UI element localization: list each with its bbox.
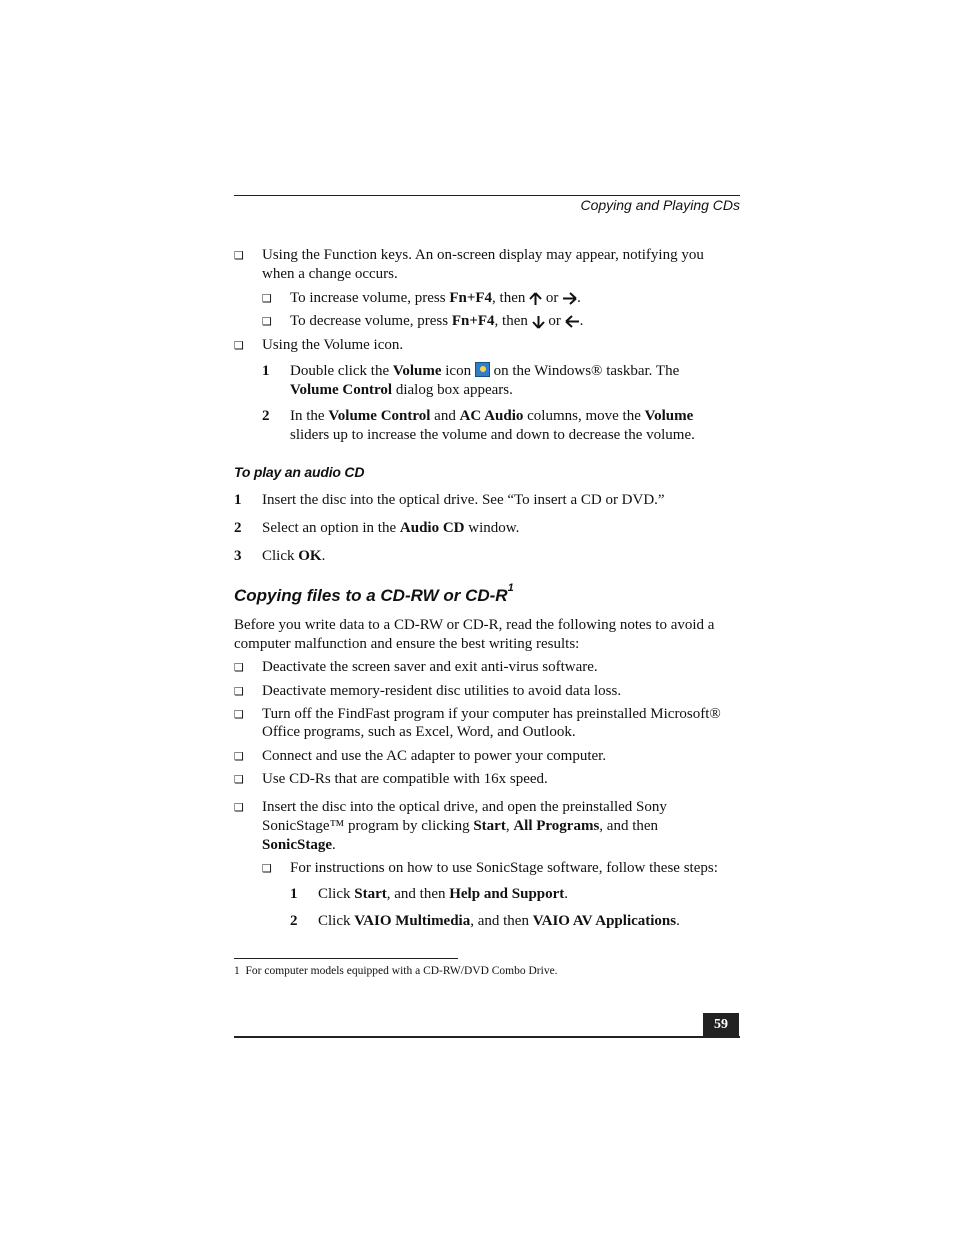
volume-control-label: Volume Control bbox=[290, 382, 393, 398]
step-number: 3 bbox=[234, 548, 242, 564]
step-number: 2 bbox=[234, 520, 242, 536]
bullet-icon: ❑ bbox=[234, 685, 244, 698]
text: SonicStage™ program by clicking bbox=[262, 818, 474, 834]
insert-line3 bbox=[262, 836, 336, 855]
volume-step2-line2: sliders up to increase the volume and down to decrease the volume. bbox=[290, 427, 695, 443]
text: Double click the bbox=[290, 363, 393, 379]
vaio-av-applications-label: VAIO AV Applications bbox=[532, 913, 677, 929]
bullet-icon: ❑ bbox=[234, 249, 244, 262]
decrease-prefix: To decrease volume, press bbox=[290, 313, 452, 329]
step-number: 2 bbox=[290, 913, 298, 929]
copy-intro-line1: Before you write data to a CD-RW or CD-R, read the following notes to avoid a bbox=[234, 617, 715, 633]
decrease-or: or bbox=[544, 313, 565, 329]
volume-label: Volume bbox=[644, 408, 694, 424]
note-item: Turn off the FindFast program if your computer has preinstalled Microsoft® bbox=[262, 706, 721, 722]
text: , and then bbox=[599, 818, 659, 834]
text: , and then bbox=[386, 886, 450, 902]
bullet-icon: ❑ bbox=[262, 862, 272, 875]
text: on the Windows® taskbar. The bbox=[489, 363, 680, 379]
footnote-ref: 1 bbox=[507, 582, 514, 594]
bullet-icon: ❑ bbox=[234, 750, 244, 763]
insert-line2 bbox=[262, 817, 658, 836]
step-number: 1 bbox=[262, 363, 270, 379]
play-step2 bbox=[262, 519, 519, 538]
decrease-end: . bbox=[579, 313, 584, 329]
ok-label: OK bbox=[298, 548, 322, 564]
text: and bbox=[430, 408, 460, 424]
text: dialog box appears. bbox=[392, 382, 513, 398]
text: , bbox=[505, 818, 514, 834]
volume-label: Volume bbox=[392, 363, 442, 379]
text: Select an option in the bbox=[262, 520, 400, 536]
copy-intro-line2: computer malfunction and ensure the best writing results: bbox=[234, 636, 580, 652]
insert-line1: Insert the disc into the optical drive, and open the preinstalled Sony bbox=[262, 799, 667, 815]
section-heading-text: Copying files to a CD-RW or CD-R bbox=[234, 586, 508, 605]
increase-keys: Fn+F4 bbox=[449, 290, 493, 306]
bullet-icon: ❑ bbox=[234, 661, 244, 674]
volume-control-label: Volume Control bbox=[328, 408, 431, 424]
bullet-icon: ❑ bbox=[234, 801, 244, 814]
footnote-number: 1 bbox=[234, 965, 240, 977]
page-number: 59 bbox=[703, 1013, 739, 1036]
help-support-label: Help and Support bbox=[449, 886, 565, 902]
play-step1: Insert the disc into the optical drive. See “To insert a CD or DVD.” bbox=[262, 492, 665, 508]
footnote-rule bbox=[234, 958, 458, 959]
text: Click bbox=[318, 886, 355, 902]
text: , and then bbox=[470, 913, 533, 929]
volume-step1-line1 bbox=[290, 362, 679, 381]
text: window. bbox=[464, 520, 520, 536]
ac-audio-label: AC Audio bbox=[459, 408, 524, 424]
note-item: Use CD-Rs that are compatible with 16x speed. bbox=[262, 771, 548, 787]
bullet-icon: ❑ bbox=[234, 339, 244, 352]
bullet-icon: ❑ bbox=[262, 315, 272, 328]
decrease-keys: Fn+F4 bbox=[451, 313, 495, 329]
start-label: Start bbox=[473, 818, 506, 834]
section-heading bbox=[234, 582, 514, 607]
increase-volume-item bbox=[290, 289, 581, 308]
increase-or: or bbox=[542, 290, 563, 306]
bullet-icon: ❑ bbox=[234, 708, 244, 721]
text: . bbox=[564, 886, 569, 902]
text: . bbox=[332, 837, 336, 853]
sub-step1 bbox=[318, 885, 568, 904]
arrow-down-icon bbox=[532, 315, 545, 329]
increase-prefix: To increase volume, press bbox=[290, 290, 450, 306]
increase-mid: , then bbox=[492, 290, 530, 306]
sonicstage-label: SonicStage bbox=[262, 837, 333, 853]
header-rule bbox=[234, 195, 740, 196]
volume-step1-line2 bbox=[290, 381, 513, 400]
text: Click bbox=[262, 548, 299, 564]
function-keys-line1: Using the Function keys. An on-screen display may appear, notifying you bbox=[262, 247, 704, 263]
step-number: 1 bbox=[290, 886, 298, 902]
volume-icon-intro: Using the Volume icon. bbox=[262, 337, 404, 353]
volume-taskbar-icon bbox=[475, 362, 490, 377]
all-programs-label: All Programs bbox=[513, 818, 600, 834]
note-item: Connect and use the AC adapter to power your computer. bbox=[262, 748, 607, 764]
increase-end: . bbox=[577, 290, 581, 306]
footnote-text: For computer models equipped with a CD-RW/DVD Combo Drive. bbox=[245, 965, 558, 977]
step-number: 1 bbox=[234, 492, 242, 508]
text: columns, move the bbox=[523, 408, 645, 424]
note-item: Deactivate memory-resident disc utilities to avoid data loss. bbox=[262, 683, 622, 699]
step-number: 2 bbox=[262, 408, 270, 424]
play-step3 bbox=[262, 547, 325, 566]
instructions-line: For instructions on how to use SonicStage software, follow these steps: bbox=[290, 860, 718, 876]
vaio-multimedia-label: VAIO Multimedia bbox=[354, 913, 471, 929]
footer-rule bbox=[234, 1036, 740, 1038]
running-head: Copying and Playing CDs bbox=[580, 197, 740, 213]
sub-step2 bbox=[318, 912, 680, 931]
decrease-volume-item bbox=[290, 312, 583, 331]
text: icon bbox=[441, 363, 475, 379]
footnote bbox=[234, 962, 558, 981]
text: In the bbox=[290, 408, 329, 424]
note-item-continued: Office programs, such as Excel, Word, and Outlook. bbox=[262, 724, 576, 740]
audio-cd-label: Audio CD bbox=[399, 520, 465, 536]
bullet-icon: ❑ bbox=[234, 773, 244, 786]
text: . bbox=[676, 913, 680, 929]
decrease-mid: , then bbox=[494, 313, 532, 329]
arrow-left-icon bbox=[565, 315, 580, 328]
arrow-right-icon bbox=[562, 292, 577, 305]
start-label: Start bbox=[354, 886, 387, 902]
note-item: Deactivate the screen saver and exit anti-virus software. bbox=[262, 659, 598, 675]
volume-step2-line1 bbox=[290, 407, 693, 426]
text: . bbox=[321, 548, 326, 564]
text: Click bbox=[318, 913, 355, 929]
function-keys-line2: when a change occurs. bbox=[262, 266, 398, 282]
play-cd-heading: To play an audio CD bbox=[234, 464, 365, 480]
arrow-up-icon bbox=[529, 292, 542, 306]
bullet-icon: ❑ bbox=[262, 292, 272, 305]
